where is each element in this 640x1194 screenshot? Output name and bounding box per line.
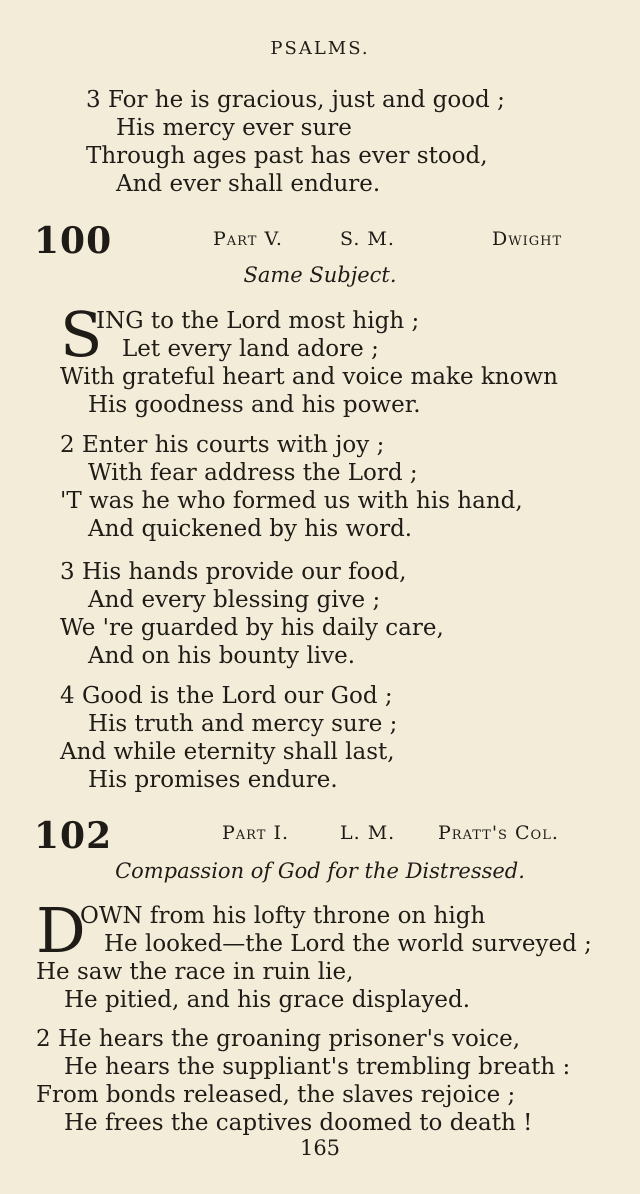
hymn-subtitle: Same Subject.	[243, 263, 397, 287]
verse-line: From bonds released, the slaves rejoice ;	[36, 1082, 516, 1108]
verse-line: We 're guarded by his daily care,	[60, 615, 444, 641]
verse-line: ING to the Lord most high ;	[96, 308, 420, 334]
verse-line: OWN from his lofty throne on high	[80, 903, 486, 929]
verse-line: 'T was he who formed us with his hand,	[60, 488, 523, 514]
verse-line: He looked—the Lord the world surveyed ;	[104, 931, 592, 957]
verse-line: With fear address the Lord ;	[88, 460, 418, 486]
verse-line: And ever shall endure.	[116, 171, 381, 197]
verse-line: 3 His hands provide our food,	[60, 559, 407, 585]
hymn-author: Pratt's Col.	[438, 822, 559, 844]
verse-line: His mercy ever sure	[116, 115, 352, 141]
verse-line: He pitied, and his grace displayed.	[64, 987, 471, 1013]
verse-line: And while eternity shall last,	[60, 739, 395, 765]
verse-line: And quickened by his word.	[88, 516, 413, 542]
hymn-author: Dwight	[492, 228, 563, 250]
verse-line: His goodness and his power.	[88, 392, 421, 418]
hymn-part: Part V.	[213, 228, 283, 250]
hymn-subtitle: Compassion of God for the Distressed.	[115, 859, 525, 883]
hymn-meter: S. M.	[340, 228, 395, 250]
drop-cap: S	[60, 298, 103, 371]
running-header: PSALMS.	[270, 38, 370, 59]
hymn-number: 100	[34, 220, 113, 262]
verse-line: 2 Enter his courts with joy ;	[60, 432, 385, 458]
drop-cap: D	[36, 894, 86, 967]
hymn-number: 102	[34, 815, 113, 857]
verse-line: And every blessing give ;	[88, 587, 381, 613]
verse-line: His promises endure.	[88, 767, 338, 793]
verse-line: He frees the captives doomed to death !	[64, 1110, 533, 1136]
hymn-meter: L. M.	[340, 822, 396, 844]
verse-line: With grateful heart and voice make known	[60, 364, 558, 390]
hymn-part: Part I.	[222, 822, 289, 844]
verse-line: 4 Good is the Lord our God ;	[60, 683, 393, 709]
verse-line: Through ages past has ever stood,	[86, 143, 488, 169]
verse-line: Let every land adore ;	[122, 336, 379, 362]
page-number: 165	[299, 1136, 341, 1160]
verse-line: And on his bounty live.	[88, 643, 356, 669]
verse-line: 3 For he is gracious, just and good ;	[86, 87, 505, 113]
verse-line: He hears the suppliant's trembling breath :	[64, 1054, 571, 1080]
verse-line: He saw the race in ruin lie,	[36, 959, 354, 985]
verse-line: His truth and mercy sure ;	[88, 711, 398, 737]
verse-line: 2 He hears the groaning prisoner's voice,	[36, 1026, 521, 1052]
